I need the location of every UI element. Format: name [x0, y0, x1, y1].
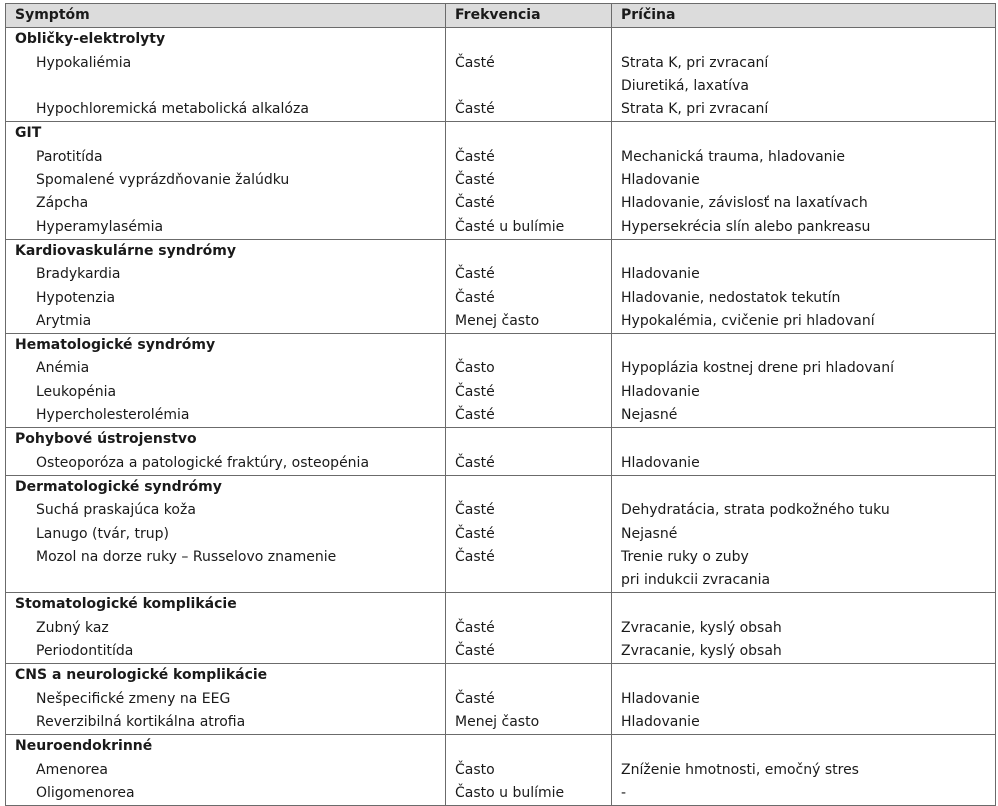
- category-row: [6, 475, 996, 499]
- header-cause: Príčina: [612, 4, 996, 28]
- category-empty-cell: [612, 334, 996, 358]
- table-row: [6, 688, 996, 711]
- group-neuroendocrine: [6, 735, 996, 806]
- table-row: [6, 75, 996, 98]
- frequency-cell: Časté: [446, 404, 612, 428]
- category-empty-cell: [446, 664, 612, 688]
- frequency-cell: Časté: [446, 263, 612, 286]
- category-empty-cell: [612, 28, 996, 52]
- category-row: [6, 735, 996, 759]
- frequency-cell: Časté: [446, 98, 612, 122]
- table-row: [6, 98, 996, 122]
- table-row: [6, 782, 996, 806]
- cause-cell: Zvracanie, kyslý obsah: [612, 617, 996, 640]
- category-row: [6, 28, 996, 52]
- category-label: Pohybové ústrojenstvo: [6, 428, 446, 452]
- group-kidneys-electrolytes: [6, 28, 996, 122]
- header-symptom: Symptóm: [6, 4, 446, 28]
- category-row: [6, 122, 996, 146]
- symptom-cell: Hypokaliémia: [6, 52, 446, 75]
- frequency-cell: Časté: [446, 169, 612, 192]
- cause-cell: Zvracanie, kyslý obsah: [612, 640, 996, 664]
- symptom-cell: Spomalené vyprázdňovanie žalúdku: [6, 169, 446, 192]
- group-hematological: [6, 334, 996, 428]
- cause-cell: pri indukcii zvracania: [612, 569, 996, 593]
- table-row: [6, 169, 996, 192]
- cause-cell: Hladovanie, nedostatok tekutín: [612, 287, 996, 310]
- cause-cell: Nejasné: [612, 523, 996, 546]
- symptom-cell: Nešpecifické zmeny na EEG: [6, 688, 446, 711]
- category-empty-cell: [612, 735, 996, 759]
- category-empty-cell: [446, 239, 612, 263]
- cause-cell: Strata K, pri zvracaní: [612, 52, 996, 75]
- table-row: [6, 52, 996, 75]
- frequency-cell: Časté u bulímie: [446, 216, 612, 240]
- symptom-cell: Bradykardia: [6, 263, 446, 286]
- frequency-cell: Časté: [446, 287, 612, 310]
- frequency-cell: [446, 569, 612, 593]
- header-row: [6, 4, 996, 28]
- category-empty-cell: [446, 122, 612, 146]
- category-empty-cell: [612, 239, 996, 263]
- symptom-cell: Oligomenorea: [6, 782, 446, 806]
- category-row: [6, 428, 996, 452]
- cause-cell: Dehydratácia, strata podkožného tuku: [612, 499, 996, 522]
- table-row: [6, 216, 996, 240]
- frequency-cell: Časté: [446, 452, 612, 476]
- symptom-cell: Anémia: [6, 357, 446, 380]
- category-empty-cell: [446, 28, 612, 52]
- cause-cell: Nejasné: [612, 404, 996, 428]
- table-row: [6, 263, 996, 286]
- category-label: CNS a neurologické komplikácie: [6, 664, 446, 688]
- symptom-cell: Suchá praskajúca koža: [6, 499, 446, 522]
- symptom-cell: Hypotenzia: [6, 287, 446, 310]
- table-row: [6, 523, 996, 546]
- frequency-cell: Časté: [446, 192, 612, 215]
- cause-cell: Hladovanie: [612, 452, 996, 476]
- table-row: [6, 404, 996, 428]
- category-label: Neuroendokrinné: [6, 735, 446, 759]
- cause-cell: Hladovanie: [612, 169, 996, 192]
- symptom-cell: [6, 75, 446, 98]
- category-empty-cell: [446, 334, 612, 358]
- category-label: Obličky-elektrolyty: [6, 28, 446, 52]
- cause-cell: Hladovanie: [612, 711, 996, 735]
- table-row: [6, 287, 996, 310]
- frequency-cell: Časté: [446, 688, 612, 711]
- category-row: [6, 593, 996, 617]
- frequency-cell: Časté: [446, 640, 612, 664]
- table-row: [6, 310, 996, 334]
- category-label: Dermatologické syndrómy: [6, 475, 446, 499]
- symptom-cell: Arytmia: [6, 310, 446, 334]
- frequency-cell: Menej často: [446, 711, 612, 735]
- frequency-cell: Časté: [446, 381, 612, 404]
- cause-cell: Hladovanie: [612, 263, 996, 286]
- table-row: [6, 759, 996, 782]
- frequency-cell: Časté: [446, 523, 612, 546]
- cause-cell: Hladovanie: [612, 381, 996, 404]
- symptom-cell: Zápcha: [6, 192, 446, 215]
- table-row: [6, 381, 996, 404]
- category-empty-cell: [612, 428, 996, 452]
- category-label: Stomatologické komplikácie: [6, 593, 446, 617]
- cause-cell: Zníženie hmotnosti, emočný stres: [612, 759, 996, 782]
- category-empty-cell: [612, 475, 996, 499]
- table-row: [6, 192, 996, 215]
- table-row: [6, 357, 996, 380]
- table-row: [6, 569, 996, 593]
- symptom-cell: Hypercholesterolémia: [6, 404, 446, 428]
- table-header: [6, 4, 996, 28]
- symptom-cell: Hypochloremická metabolická alkalóza: [6, 98, 446, 122]
- category-empty-cell: [446, 735, 612, 759]
- category-label: Kardiovaskulárne syndrómy: [6, 239, 446, 263]
- symptom-cell: Parotitída: [6, 146, 446, 169]
- category-empty-cell: [446, 475, 612, 499]
- cause-cell: -: [612, 782, 996, 806]
- category-empty-cell: [612, 664, 996, 688]
- group-cardiovascular: [6, 239, 996, 333]
- table-row: [6, 452, 996, 476]
- table-row: [6, 499, 996, 522]
- category-empty-cell: [612, 122, 996, 146]
- symptom-cell: Reverzibilná kortikálna atrofia: [6, 711, 446, 735]
- symptom-cell: Lanugo (tvár, trup): [6, 523, 446, 546]
- frequency-cell: Časté: [446, 146, 612, 169]
- table-container: [5, 3, 995, 806]
- group-musculoskeletal: [6, 428, 996, 476]
- frequency-cell: Často: [446, 357, 612, 380]
- symptom-cell: Osteoporóza a patologické fraktúry, osteopénia: [6, 452, 446, 476]
- category-empty-cell: [612, 593, 996, 617]
- category-label: Hematologické syndrómy: [6, 334, 446, 358]
- frequency-cell: Často u bulímie: [446, 782, 612, 806]
- cause-cell: Diuretiká, laxatíva: [612, 75, 996, 98]
- group-dermatological: [6, 475, 996, 592]
- group-cns-neurological: [6, 664, 996, 735]
- cause-cell: Hypersekrécia slín alebo pankreasu: [612, 216, 996, 240]
- category-row: [6, 664, 996, 688]
- category-row: [6, 239, 996, 263]
- frequency-cell: Často: [446, 759, 612, 782]
- frequency-cell: Časté: [446, 52, 612, 75]
- symptom-cell: Leukopénia: [6, 381, 446, 404]
- cause-cell: Hypokalémia, cvičenie pri hladovaní: [612, 310, 996, 334]
- cause-cell: Hypoplázia kostnej drene pri hladovaní: [612, 357, 996, 380]
- category-label: GIT: [6, 122, 446, 146]
- category-empty-cell: [446, 428, 612, 452]
- cause-cell: Strata K, pri zvracaní: [612, 98, 996, 122]
- category-row: [6, 334, 996, 358]
- symptoms-table: [5, 3, 996, 806]
- symptom-cell: Zubný kaz: [6, 617, 446, 640]
- symptom-cell: Mozol na dorze ruky – Russelovo znamenie: [6, 546, 446, 569]
- table-row: [6, 640, 996, 664]
- frequency-cell: Časté: [446, 546, 612, 569]
- cause-cell: Hladovanie, závislosť na laxatívach: [612, 192, 996, 215]
- frequency-cell: Časté: [446, 499, 612, 522]
- cause-cell: Mechanická trauma, hladovanie: [612, 146, 996, 169]
- category-empty-cell: [446, 593, 612, 617]
- cause-cell: Hladovanie: [612, 688, 996, 711]
- frequency-cell: [446, 75, 612, 98]
- symptom-cell: Hyperamylasémia: [6, 216, 446, 240]
- group-git: [6, 122, 996, 239]
- frequency-cell: Časté: [446, 617, 612, 640]
- symptom-cell: Amenorea: [6, 759, 446, 782]
- table-row: [6, 617, 996, 640]
- table-row: [6, 146, 996, 169]
- cause-cell: Trenie ruky o zuby: [612, 546, 996, 569]
- symptom-cell: Periodontitída: [6, 640, 446, 664]
- group-stomatological: [6, 593, 996, 664]
- table-row: [6, 711, 996, 735]
- header-frequency: Frekvencia: [446, 4, 612, 28]
- symptom-cell: [6, 569, 446, 593]
- frequency-cell: Menej často: [446, 310, 612, 334]
- table-row: [6, 546, 996, 569]
